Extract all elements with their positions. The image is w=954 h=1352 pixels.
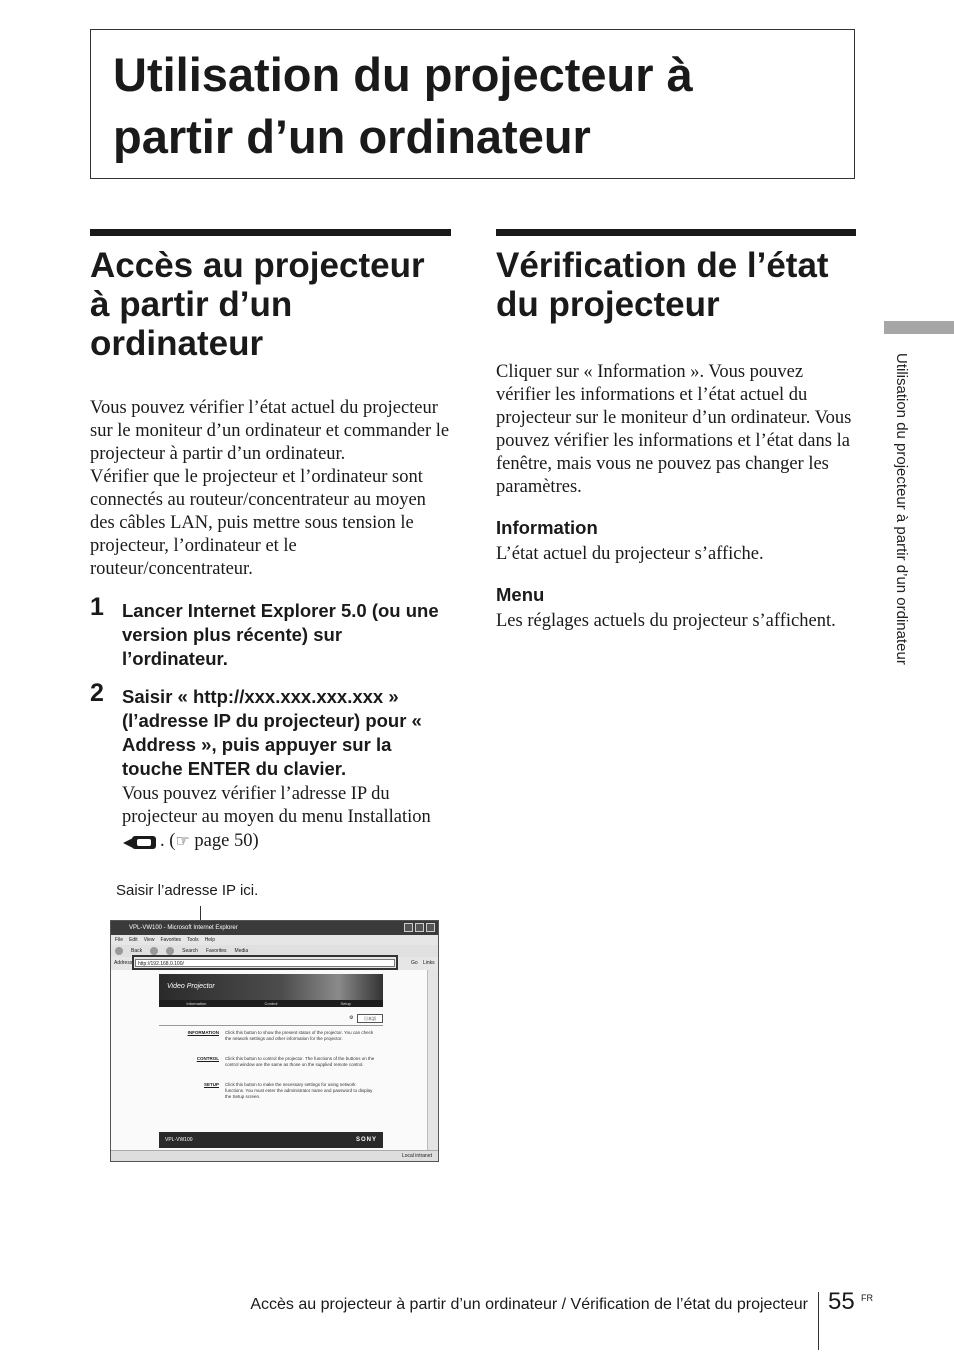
step-number: 2 <box>90 679 104 707</box>
page-reference: page 50) <box>189 831 259 851</box>
chapter-title-box <box>90 29 855 179</box>
intro-paragraph: Vous pouvez vérifier l’état actuel du projecteur sur le moniteur d’un ordinateur et commander le projecteur à partir d’un ordinateur. <box>90 398 450 464</box>
section-title-verification <box>496 246 856 324</box>
info-description: Click this button to make the necessary settings for using network functions. You must enter the administrator name and password to display the Setup screen. <box>225 1082 373 1099</box>
toolbar-search[interactable]: Search <box>182 948 198 954</box>
status-bar <box>111 1150 438 1161</box>
tab-control[interactable]: Control <box>264 1001 278 1006</box>
menu-view[interactable]: View <box>143 937 155 943</box>
section-title-line: ordinateur <box>90 324 264 363</box>
control-link[interactable]: CONTROL <box>196 1056 219 1061</box>
close-icon[interactable] <box>426 923 435 932</box>
brand-logo: SONY <box>355 1137 377 1143</box>
projector-install-icon <box>122 834 158 850</box>
chapter-title <box>113 44 833 168</box>
menu-heading: Menu <box>496 584 545 605</box>
language-button[interactable]: 日本語 <box>357 1014 383 1023</box>
video-projector-banner: Video Projector <box>159 974 383 1000</box>
tab-information[interactable]: Information <box>186 1001 207 1006</box>
address-highlight <box>132 955 398 970</box>
step-text: Lancer Internet Explorer 5.0 (ou une version plus récente) sur l’ordinateur. <box>122 600 439 669</box>
maximize-icon[interactable] <box>415 923 424 932</box>
page-number: 55 <box>828 1288 855 1315</box>
refresh-icon[interactable] <box>166 947 174 955</box>
pointing-hand-icon: ☞ <box>175 831 190 850</box>
info-description: Click this button to show the present status of the projector. You can check the network settings and other information for the projector. <box>225 1030 374 1041</box>
information-link[interactable]: INFORMATION <box>187 1030 219 1035</box>
verification-paragraph: Cliquer sur « Information ». Vous pouvez vérifier les informations et l’état actuel du projecteur sur le moniteur d’un ordinateur. Vous pouvez vérifier les informations et l’état dans la fenêtre, mais vous ne pouvez pas changer les paramètres. <box>496 362 852 497</box>
section-title-line: à partir d’un <box>90 285 293 324</box>
connection-paragraph: Vérifier que le projecteur et l’ordinateur sont connectés au routeur/concentrateur au moyen des câbles LAN, puis mettre sous tension le projecteur, l’ordinateur et le routeur/concentrateur. <box>90 467 426 579</box>
chapter-title-line-2: partir d’un ordinateur <box>113 110 591 163</box>
step-note-text: Vous pouvez vérifier l’adresse IP du projecteur au moyen du menu Installation <box>122 784 431 827</box>
back-icon[interactable] <box>115 947 123 955</box>
step-note-text: . ( <box>160 831 176 851</box>
minimize-icon[interactable] <box>404 923 413 932</box>
forward-icon[interactable] <box>150 947 158 955</box>
chapter-side-tab <box>884 321 954 334</box>
browser-menu-bar <box>111 935 438 945</box>
language-icon: ⚙ <box>349 1015 354 1021</box>
menu-help[interactable]: Help <box>204 937 215 943</box>
address-input[interactable]: http://192.168.0.100/ <box>135 959 395 967</box>
section-title-line: du projecteur <box>496 285 720 324</box>
footer-divider <box>818 1292 819 1350</box>
chapter-side-label: Utilisation du projecteur à partir d’un ordinateur <box>893 353 910 665</box>
screenshot-caption: Saisir l’adresse IP ici. <box>116 882 259 899</box>
menu-file[interactable]: File <box>115 937 124 943</box>
projector-footer <box>159 1132 383 1148</box>
menu-text: Les réglages actuels du projecteur s’affichent. <box>496 611 836 631</box>
links-button[interactable]: Links <box>423 960 435 966</box>
menu-edit[interactable]: Edit <box>129 937 138 943</box>
toolbar-back[interactable]: Back <box>131 948 143 954</box>
right-column <box>496 229 856 633</box>
menu-favorites[interactable]: Favorites <box>160 937 181 943</box>
projector-tabs <box>159 1000 383 1007</box>
information-text: L’état actuel du projecteur s’affiche. <box>496 544 764 564</box>
section-title-access <box>90 246 451 363</box>
section-title-line: Accès au projecteur <box>90 246 425 285</box>
section-rule <box>90 229 451 236</box>
info-description: Click this button to control the projector. The functions of the buttons on the control window are the same as those on the supplied remote control. <box>225 1056 375 1067</box>
left-column <box>90 229 451 853</box>
toolbar-media[interactable]: Media <box>234 948 249 954</box>
step-2 <box>90 679 451 853</box>
step-1 <box>90 593 451 671</box>
chapter-title-line-1: Utilisation du projecteur à <box>113 48 693 101</box>
footer-running-title: Accès au projecteur à partir d’un ordinateur / Vérification de l’état du projecteur <box>250 1296 808 1313</box>
browser-title: VPL-VW100 - Microsoft Internet Explorer <box>129 925 238 931</box>
section-title-line: Vérification de l’état <box>496 246 829 285</box>
tab-setup[interactable]: Setup <box>340 1001 351 1006</box>
section-rule <box>496 229 856 236</box>
go-button[interactable]: Go <box>411 960 418 966</box>
step-text: Saisir « http://xxx.xxx.xxx.xxx » (l’adresse IP du projecteur) pour « Address », puis appuyer sur la touche ENTER du clavier. <box>122 686 422 779</box>
divider <box>159 1025 383 1026</box>
scrollbar[interactable] <box>427 970 438 1152</box>
model-name: VPL-VW100 <box>165 1137 193 1143</box>
step-note <box>122 783 451 853</box>
page-language: FR <box>861 1293 873 1303</box>
browser-title-bar <box>111 921 438 935</box>
browser-screenshot <box>110 920 439 1162</box>
menu-tools[interactable]: Tools <box>187 937 199 943</box>
information-heading: Information <box>496 517 598 538</box>
address-label: Address <box>114 960 133 966</box>
status-zone: Local intranet <box>401 1153 432 1159</box>
projector-web-page <box>111 970 429 1152</box>
toolbar-favorites[interactable]: Favorites <box>205 948 227 954</box>
step-number: 1 <box>90 593 104 621</box>
setup-link[interactable]: SETUP <box>203 1082 219 1087</box>
